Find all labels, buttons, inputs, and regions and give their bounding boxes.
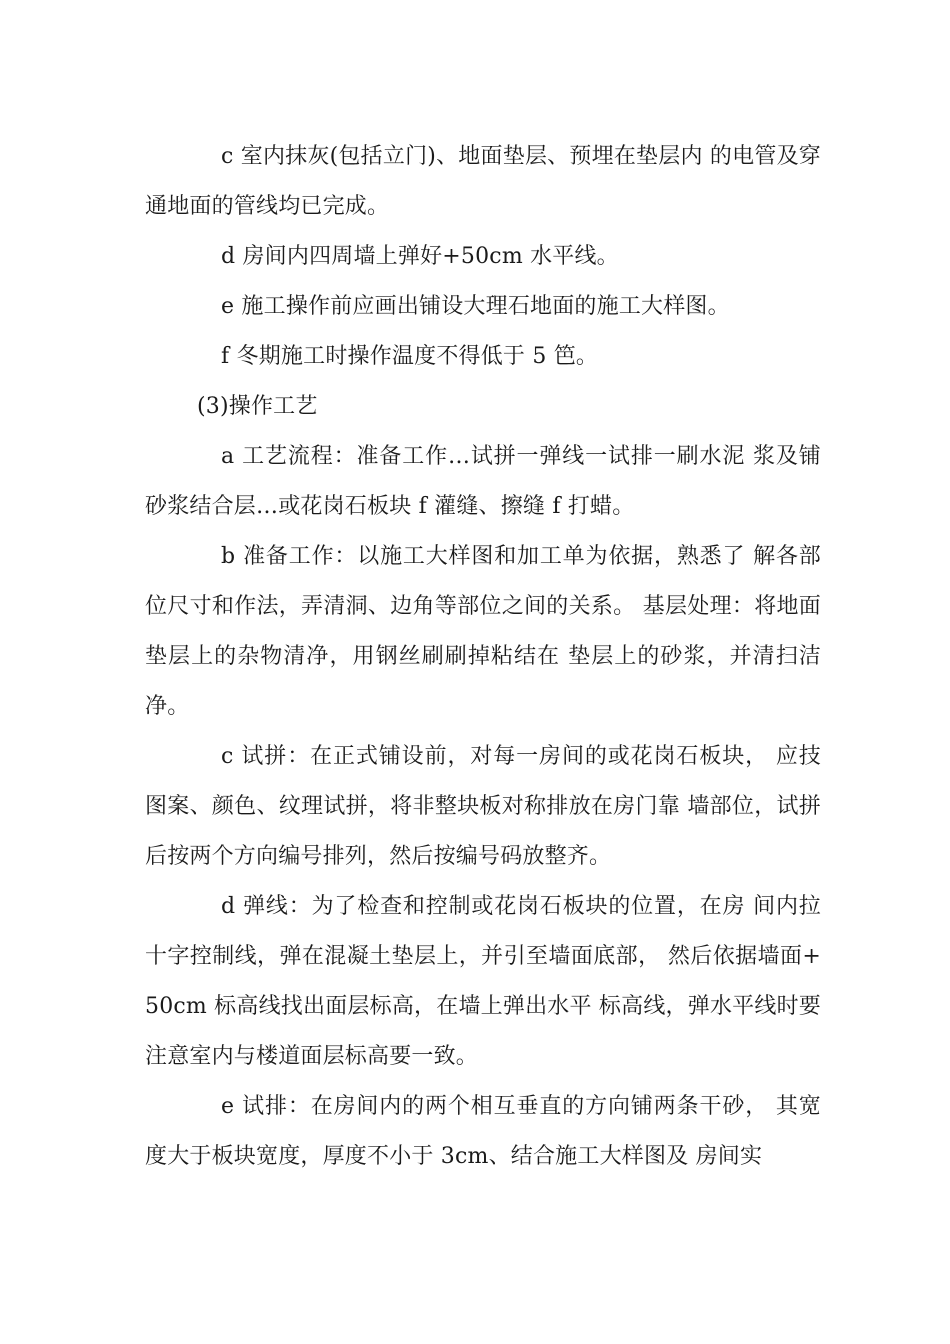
- paragraph-e-layout-drawing: e 施工操作前应画出铺设大理石地面的施工大样图。: [221, 294, 730, 319]
- paragraph-b-preparation: b 准备工作：以施工大样图和加工单为依据，熟悉了 解各部位尺寸和作法，弄清洞、边角等部位之间的关系。 基层处理：将地面垫层上的杂物清净，用钢丝刷刷掉粘结在 垫层上的砂浆，并清扫洁净。: [145, 544, 821, 719]
- paragraph-f-winter-temperature: f 冬期施工时操作温度不得低于 5 笆。: [221, 344, 599, 369]
- paragraph-d-level-line: d 房间内四周墙上弹好+50cm 水平线。: [221, 244, 619, 269]
- section-heading-operation-process: (3)操作工艺: [197, 394, 318, 419]
- paragraph-c-prerequisite: c 室内抹灰(包括立门)、地面垫层、预埋在垫层内 的电管及穿通地面的管线均已完成。: [145, 144, 821, 219]
- paragraph-e-trial-layout: e 试排：在房间内的两个相互垂直的方向铺两条干砂， 其宽度大于板块宽度，厚度不小于 3cm、结合施工大样图及 房间实: [145, 1094, 821, 1169]
- document-body: [145, 132, 821, 1182]
- paragraph-d-line-snapping: d 弹线：为了检查和控制或花岗石板块的位置，在房 间内拉十字控制线，弹在混凝土垫层上，并引至墙面底部， 然后依据墙面+50cm 标高线找出面层标高，在墙上弹出水平 标高线，弹水平线时要注意室内与楼道面层标高要一致。: [145, 894, 821, 1069]
- paragraph-c-trial-fitting: c 试拼：在正式铺设前，对每一房间的或花岗石板块， 应技图案、颜色、纹理试拼，将非整块板对称排放在房门靠 墙部位，试拼后按两个方向编号排列，然后按编号码放整齐。: [145, 744, 821, 869]
- paragraph-a-process-flow: a 工艺流程：准备工作…试拼一弹线一试排一刷水泥 浆及铺砂浆结合层…或花岗石板块 f 灌缝、擦缝 f 打蜡。: [145, 444, 821, 519]
